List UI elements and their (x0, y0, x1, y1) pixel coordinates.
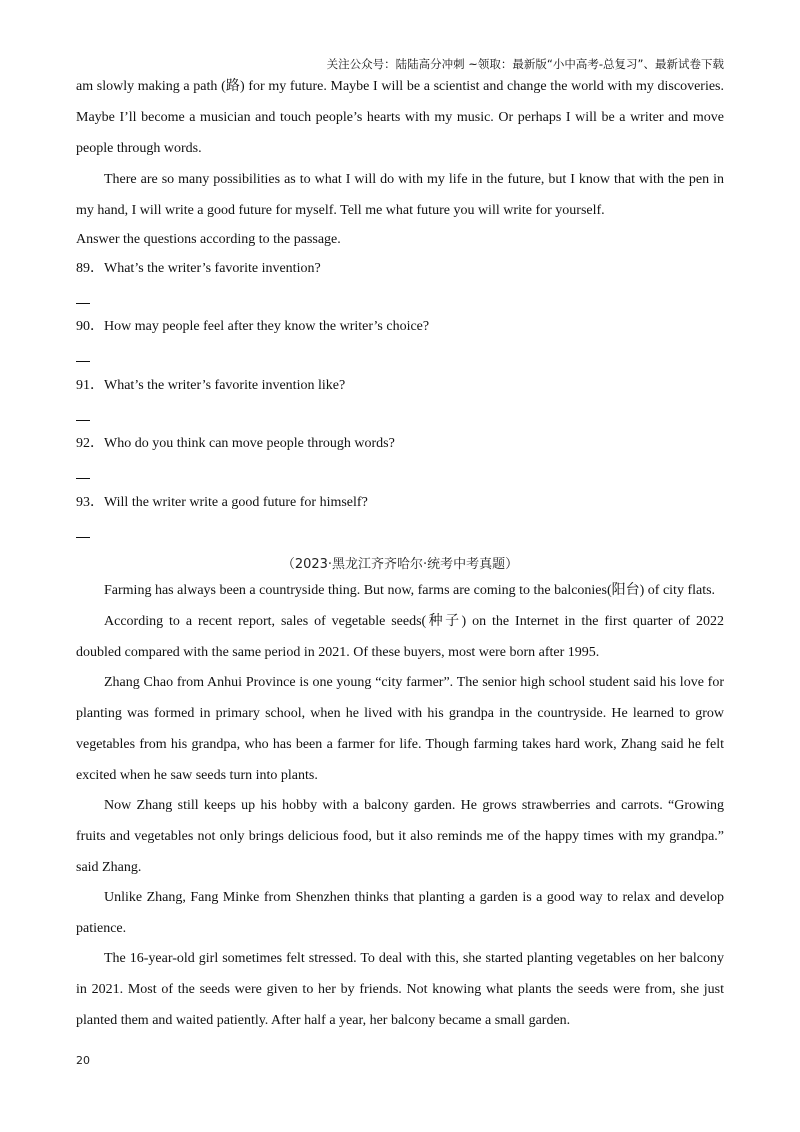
passage-source-title: （2023·黑龙江齐齐哈尔·统考中考真题） (281, 557, 519, 572)
passage1-paragraph-final: There are so many possibilities as to what I will do with my life in the future, but I know that with the pen in my hand, I will write a good future for myself. Tell me what future you will write for yourself. (76, 172, 724, 218)
question-93: 93．Will the writer write a good future for himself? (76, 495, 368, 510)
instructions: Answer the questions according to the passage. (76, 232, 341, 247)
passage2-paragraph-4: Now Zhang still keeps up his hobby with a balcony garden. He grows strawberries and carrots. “Growing fruits and vegetables not only brings delicious food, but it also reminds me of the happy times with my grandpa.” said Zhang. (76, 798, 724, 875)
passage2-paragraph-6: The 16-year-old girl sometimes felt stressed. To deal with this, she started planting vegetables on her balcony in 2021. Most of the seeds were given to her by friends. Not knowing what plants the seeds were from, she just planted them and waited patiently. After half a year, her balcony became a small garden. (76, 951, 724, 1028)
question-91: 91．What’s the writer’s favorite invention like? (76, 378, 346, 393)
answer-line-89 (76, 303, 90, 304)
passage2-paragraph-5: Unlike Zhang, Fang Minke from Shenzhen thinks that planting a garden is a good way to relax and develop patience. (76, 890, 724, 936)
answer-line-92 (76, 478, 90, 479)
passage2-paragraph-1: Farming has always been a countryside thing. But now, farms are coming to the balconies(阳台) of city flats. (104, 583, 716, 598)
question-90: 90．How may people feel after they know the writer’s choice? (76, 319, 430, 334)
answer-line-93 (76, 537, 90, 538)
question-92: 92．Who do you think can move people through words? (76, 436, 395, 451)
passage2-paragraph-3: Zhang Chao from Anhui Province is one young “city farmer”. The senior high school student said his love for planting was formed in primary school, when he lived with his grandpa in the countryside. He learned to grow vegetables from his grandpa, who has been a farmer for life. Though farming takes hard work, Zhang said he felt excited when he saw seeds turn into plants. (76, 675, 724, 783)
page-number: 20 (76, 1054, 90, 1067)
passage1-paragraph-continued: am slowly making a path (路) for my future. Maybe I will be a scientist and change the world with my discoveries. Maybe I’ll become a musician and touch people’s hearts with my music. Or perhaps I will be a writer and move people through words. (76, 79, 724, 156)
passage2-paragraph-2: According to a recent report, sales of vegetable seeds(种子) on the Internet in the first quarter of 2022 doubled compared with the same period in 2021. Of these buyers, most were born after 1995. (76, 614, 724, 660)
answer-line-91 (76, 420, 90, 421)
answer-line-90 (76, 361, 90, 362)
question-89: 89．What’s the writer’s favorite invention? (76, 261, 321, 276)
page-header: 关注公众号：陆陆高分冲刺 ~领取：最新版“小中高考-总复习”、最新试卷下载 (326, 57, 724, 71)
